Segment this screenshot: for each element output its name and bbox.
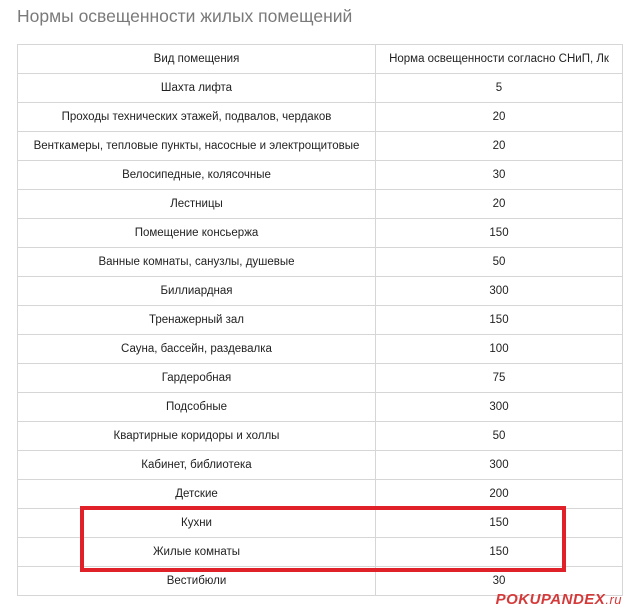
table-row	[18, 480, 623, 509]
norm-cell: 300	[376, 393, 623, 422]
room-type-cell: Помещение консьержа	[18, 219, 376, 248]
norm-cell: 50	[376, 422, 623, 451]
watermark-main: POKUPANDEX	[495, 591, 606, 608]
norm-cell: 20	[376, 190, 623, 219]
norm-cell: 75	[376, 364, 623, 393]
illuminance-norms-table	[17, 44, 623, 596]
room-type-cell: Квартирные коридоры и холлы	[18, 422, 376, 451]
table-row	[18, 132, 623, 161]
room-type-cell: Жилые комнаты	[18, 538, 376, 567]
norm-cell: 200	[376, 480, 623, 509]
table-row-highlighted	[18, 538, 623, 567]
norm-cell: 50	[376, 248, 623, 277]
norm-cell: 150	[376, 306, 623, 335]
room-type-cell: Гардеробная	[18, 364, 376, 393]
table-row	[18, 248, 623, 277]
table-row	[18, 277, 623, 306]
norm-cell: 30	[376, 161, 623, 190]
room-type-cell: Шахта лифта	[18, 74, 376, 103]
norm-cell: 20	[376, 132, 623, 161]
table-row	[18, 190, 623, 219]
room-type-cell: Лестницы	[18, 190, 376, 219]
room-type-cell: Проходы технических этажей, подвалов, чердаков	[18, 103, 376, 132]
table-row	[18, 161, 623, 190]
norm-cell: 30	[376, 567, 623, 596]
table-row	[18, 306, 623, 335]
room-type-cell: Велосипедные, колясочные	[18, 161, 376, 190]
norm-cell: 20	[376, 103, 623, 132]
norm-cell: 150	[376, 219, 623, 248]
table-row	[18, 451, 623, 480]
page-title: Нормы освещенности жилых помещений	[17, 6, 353, 26]
table-row	[18, 393, 623, 422]
norm-cell: 150	[376, 538, 623, 567]
table-row	[18, 74, 623, 103]
column-header-norm: Норма освещенности согласно СНиП, Лк	[376, 45, 623, 74]
table-header-row	[18, 45, 623, 74]
norm-cell: 300	[376, 451, 623, 480]
room-type-cell: Венткамеры, тепловые пункты, насосные и электрощитовые	[18, 132, 376, 161]
norm-cell: 100	[376, 335, 623, 364]
table-row	[18, 422, 623, 451]
room-type-cell: Кабинет, библиотека	[18, 451, 376, 480]
room-type-cell: Тренажерный зал	[18, 306, 376, 335]
room-type-cell: Сауна, бассейн, раздевалка	[18, 335, 376, 364]
room-type-cell: Биллиардная	[18, 277, 376, 306]
norm-cell: 5	[376, 74, 623, 103]
norm-cell: 150	[376, 509, 623, 538]
room-type-cell: Подсобные	[18, 393, 376, 422]
room-type-cell: Кухни	[18, 509, 376, 538]
table-row	[18, 219, 623, 248]
watermark-suffix: .ru	[605, 592, 622, 607]
table-row	[18, 335, 623, 364]
norm-cell: 300	[376, 277, 623, 306]
column-header-room-type: Вид помещения	[18, 45, 376, 74]
table-row-highlighted	[18, 509, 623, 538]
room-type-cell: Вестибюли	[18, 567, 376, 596]
room-type-cell: Детские	[18, 480, 376, 509]
site-watermark	[496, 591, 622, 608]
room-type-cell: Ванные комнаты, санузлы, душевые	[18, 248, 376, 277]
table-row	[18, 103, 623, 132]
table-row	[18, 364, 623, 393]
